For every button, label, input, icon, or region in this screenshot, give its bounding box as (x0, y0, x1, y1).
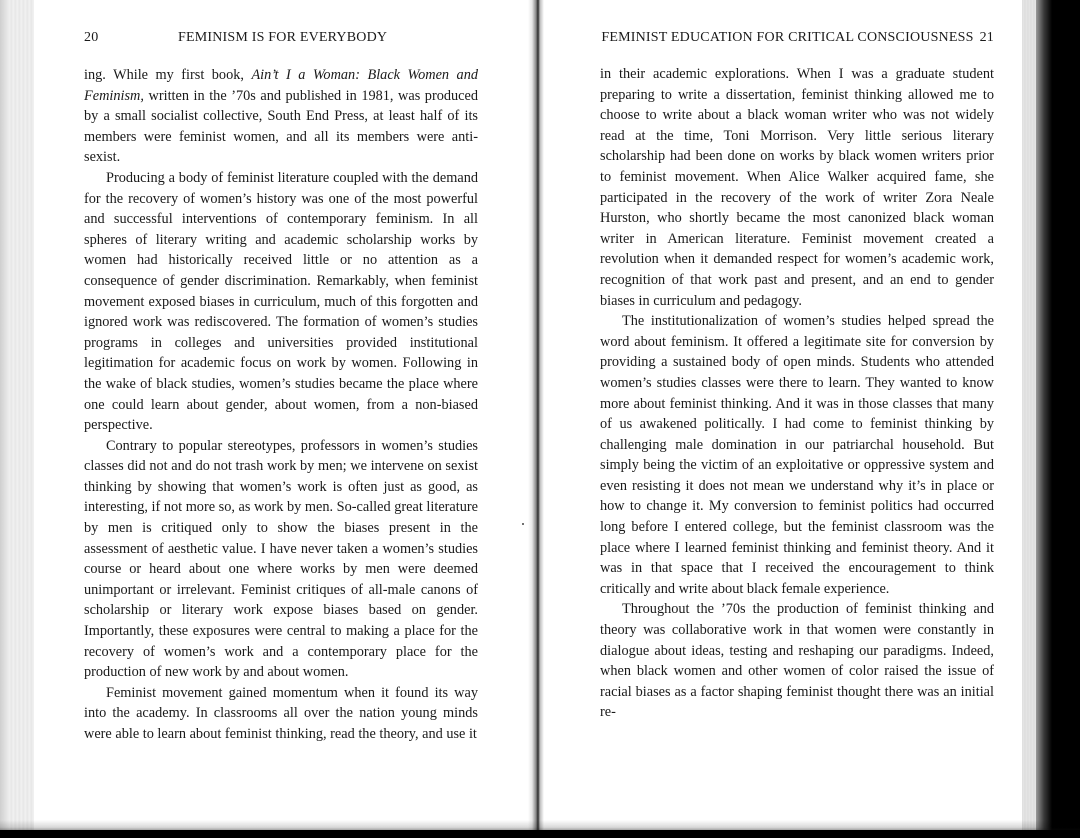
page-edges-right (1022, 0, 1036, 838)
speck (522, 523, 524, 525)
text-run: written in the ’70s and published in 1981, was produced by a small socialist collective, South End Press, at least half of its members were feminist women, and all its members were anti-sexist. (84, 87, 478, 166)
scan-shadow-right (1036, 0, 1080, 838)
paragraph (84, 65, 478, 168)
paragraph: The institutionalization of women’s studies helped spread the word about feminism. It offered a legitimate site for conversion by providing a sustained body of open minds. Students who attended women’s studies classes were there to learn. They wanted to know more about feminist thinking. And it was in those classes that many of us awakened politically. I had come to feminist thinking by challenging male domination in our patriarchal household. But simply being the victim of an exploitative or oppressive system and even resisting it does not mean we understand why it’s in place or how to change it. My conversion to feminist politics had occurred long before I entered college, but the feminist classroom was the place where I learned feminist thinking and feminist theory. And it was in that space that I received the encouragement to think critically and write about black female experience. (600, 313, 994, 597)
page-body (84, 65, 478, 745)
running-head-title: FEMINIST EDUCATION FOR CRITICAL CONSCIOUSNESS (601, 30, 974, 45)
paragraph: Feminist movement gained momentum when it found its way into the academy. In classrooms all over the nation young minds were able to learn about feminist thinking, read the theory, and use it (84, 684, 478, 742)
right-page (600, 22, 994, 723)
running-head-title: FEMINISM IS FOR EVERYBODY (178, 30, 388, 45)
book-gutter (528, 0, 544, 838)
running-head-right (600, 22, 994, 56)
left-page (84, 22, 478, 745)
book-title: Ain’t I a Woman: Black Women and Feminism, (84, 67, 478, 104)
scan-edge-bottom (0, 830, 1080, 838)
paragraph: in their academic explorations. When I was a graduate student preparing to write a dissertation, feminist thinking allowed me to choose to write about a black woman writer who was not widely read at the time, Toni Morrison. Very little serious literary scholarship had been done on works by black women writers prior to feminist movement. When Alice Walker acquired fame, she participated in the recovery of the work of writer Zora Neale Hurston, who shortly became the most canonized black woman writer in American literature. Feminist movement created a revolution when it demanded respect for women’s academic work, recognition of that work past and present, and an end to gender biases in curriculum and pedagogy. (600, 66, 994, 309)
page-number: 21 (979, 30, 994, 45)
text-run: ing. While my first book, (84, 67, 252, 83)
page-number: 20 (84, 30, 99, 45)
running-head-left (84, 22, 478, 56)
paragraph: Producing a body of feminist literature coupled with the demand for the recovery of women’s history was one of the most powerful and successful interventions of contemporary feminism. In all spheres of literary writing and academic scholarship works by women had historically received little or no attention as a consequence of gender discrimination. Remarkably, when feminist movement exposed biases in curriculum, much of this forgotten and ignored work was rediscovered. The formation of women’s studies programs in colleges and universities provided institutional legitimation for academic focus on work by women. Following in the wake of black studies, women’s studies became the place where one could learn about gender, about women, from a non-biased perspective. (84, 169, 478, 434)
page-body (600, 64, 994, 723)
paragraph: Throughout the ’70s the production of feminist thinking and theory was collaborative work in that women were constantly in dialogue about ideas, testing and reshaping our paradigms. Indeed, when black women and other women of color raised the issue of racial biases as a factor shaping feminist thought there was an initial re- (600, 601, 994, 721)
paragraph: Contrary to popular stereotypes, professors in women’s studies classes did not and do not trash work by men; we intervene on sexist thinking by showing that women’s work is often just as good, as interesting, if not more so, as work by men. So-called great literature by men is critiqued only to show the biases present in the assessment of aesthetic value. I have never taken a women’s studies course or heard about one where works by men were deemed unimportant or irrelevant. Feminist critiques of all-male canons of scholarship or literary work expose biases based on gender. Importantly, these exposures were central to making a place for the recovery of women’s work and a contemporary place for the production of new work by and about women. (84, 437, 478, 681)
page-edges-left (0, 0, 34, 838)
